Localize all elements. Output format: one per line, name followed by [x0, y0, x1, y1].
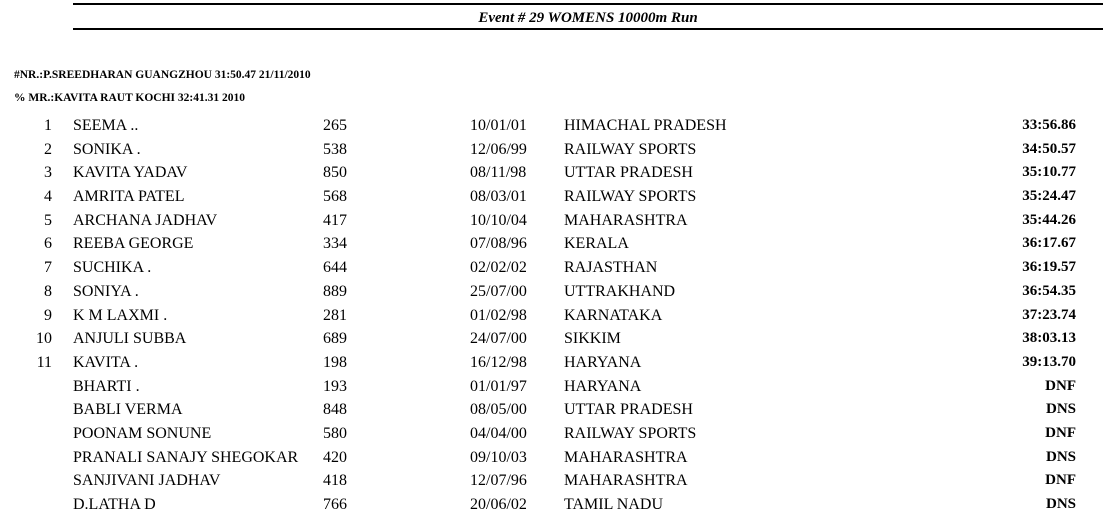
team-name: UTTAR PRADESH: [564, 164, 693, 182]
athlete-name: SONIYA .: [73, 282, 139, 300]
team-name: KARNATAKA: [564, 306, 663, 324]
result-time: 35:10.77: [1022, 164, 1076, 181]
date-of-birth: 10/01/01: [470, 117, 527, 134]
team-name: MAHARASHTRA: [564, 448, 688, 466]
team-name: MAHARASHTRA: [564, 472, 688, 490]
athlete-name: PRANALI SANAJY SHEGOKAR: [73, 448, 299, 466]
date-of-birth: 08/05/00: [470, 401, 527, 419]
result-row: [0, 233, 1103, 257]
title-rule-bottom: [73, 28, 1103, 30]
bib-number: 198: [323, 353, 347, 371]
team-name: HARYANA: [564, 377, 642, 395]
date-of-birth: 01/01/97: [470, 377, 527, 395]
bib-number: 689: [323, 330, 347, 348]
rank-cell: 2: [44, 140, 52, 158]
date-of-birth: 12/06/99: [470, 140, 527, 158]
rank-cell: 9: [44, 306, 52, 324]
team-name: RAILWAY SPORTS: [564, 188, 697, 206]
bib-number: 568: [323, 188, 347, 206]
results-table: [0, 115, 1103, 518]
bib-number: 538: [323, 140, 347, 158]
team-name: MAHARASHTRA: [564, 211, 688, 229]
bib-number: 193: [323, 377, 347, 395]
date-of-birth: 09/10/03: [470, 448, 527, 466]
rank-cell: 10: [36, 330, 52, 348]
bib-number: 644: [323, 259, 347, 277]
date-of-birth: 08/11/98: [470, 164, 527, 182]
result-row: [0, 186, 1103, 210]
bib-number: 334: [323, 235, 347, 253]
bib-number: 580: [323, 424, 347, 442]
athlete-name: D.LATHA D: [73, 496, 156, 513]
athlete-name: BABLI VERMA: [73, 401, 183, 419]
result-row: [0, 423, 1103, 447]
team-name: HIMACHAL PRADESH: [564, 117, 727, 134]
date-of-birth: 07/08/96: [470, 235, 527, 253]
result-row: [0, 257, 1103, 281]
bib-number: 418: [323, 472, 347, 490]
result-row: [0, 139, 1103, 163]
team-name: KERALA: [564, 235, 629, 253]
bib-number: 766: [323, 496, 347, 513]
athlete-name: K M LAXMI .: [73, 306, 168, 324]
result-time: 34:50.57: [1022, 140, 1076, 157]
bib-number: 848: [323, 401, 347, 419]
result-row: [0, 210, 1103, 234]
result-row: [0, 305, 1103, 329]
date-of-birth: 10/10/04: [470, 211, 527, 229]
result-row: [0, 281, 1103, 305]
result-row: [0, 352, 1103, 376]
result-row: [0, 494, 1103, 518]
result-time: DNF: [1045, 377, 1076, 394]
team-name: UTTRAKHAND: [564, 282, 676, 300]
athlete-name: POONAM SONUNE: [73, 424, 212, 442]
rank-cell: 5: [44, 211, 52, 229]
result-time: 35:44.26: [1022, 211, 1076, 228]
result-time: 36:54.35: [1022, 282, 1076, 299]
athlete-name: ANJULI SUBBA: [73, 330, 187, 348]
athlete-name: SONIKA .: [73, 140, 141, 158]
athlete-name: REEBA GEORGE: [73, 235, 194, 253]
athlete-name: SUCHIKA .: [73, 259, 152, 277]
bib-number: 850: [323, 164, 347, 182]
athlete-name: BHARTI .: [73, 377, 140, 395]
team-name: RAJASTHAN: [564, 259, 658, 277]
team-name: HARYANA: [564, 353, 642, 371]
result-time: DNS: [1045, 496, 1076, 512]
result-row: [0, 162, 1103, 186]
team-name: RAILWAY SPORTS: [564, 140, 697, 158]
result-time: 37:23.74: [1022, 306, 1076, 323]
team-name: TAMIL NADU: [564, 496, 663, 513]
athlete-name: ARCHANA JADHAV: [73, 211, 218, 229]
result-row: [0, 447, 1103, 471]
athlete-name: AMRITA PATEL: [73, 188, 185, 206]
meet-record: % MR.:KAVITA RAUT KOCHI 32:41.31 2010: [14, 92, 245, 104]
rank-cell: 3: [44, 164, 52, 182]
result-row: [0, 328, 1103, 352]
national-record: #NR.:P.SREEDHARAN GUANGZHOU 31:50.47 21/11/2010: [14, 69, 311, 81]
result-time: DNS: [1045, 401, 1076, 418]
result-time: 38:03.13: [1022, 330, 1076, 347]
date-of-birth: 08/03/01: [470, 188, 527, 206]
rank-cell: 1: [44, 117, 52, 134]
team-name: RAILWAY SPORTS: [564, 424, 697, 442]
event-title: Event # 29 WOMENS 10000m Run: [478, 10, 698, 26]
athlete-name: KAVITA .: [73, 353, 139, 371]
date-of-birth: 16/12/98: [470, 353, 527, 371]
team-name: SIKKIM: [564, 330, 621, 348]
result-time: DNF: [1045, 472, 1076, 489]
date-of-birth: 01/02/98: [470, 306, 527, 324]
athlete-name: SANJIVANI JADHAV: [73, 472, 221, 490]
rank-cell: 8: [44, 282, 52, 300]
result-time: DNS: [1045, 448, 1076, 465]
result-time: 35:24.47: [1022, 188, 1076, 205]
date-of-birth: 24/07/00: [470, 330, 527, 348]
rank-cell: 11: [36, 353, 52, 371]
result-time: 36:17.67: [1022, 235, 1076, 252]
result-time: DNF: [1045, 424, 1076, 441]
bib-number: 281: [323, 306, 347, 324]
result-row: [0, 376, 1103, 400]
title-rule-top: [73, 3, 1103, 5]
date-of-birth: 25/07/00: [470, 282, 527, 300]
team-name: UTTAR PRADESH: [564, 401, 693, 419]
athlete-name: KAVITA YADAV: [73, 164, 188, 182]
bib-number: 417: [323, 211, 347, 229]
result-time: 33:56.86: [1022, 117, 1076, 133]
date-of-birth: 12/07/96: [470, 472, 527, 490]
bib-number: 889: [323, 282, 347, 300]
result-time: 36:19.57: [1022, 259, 1076, 276]
result-row: [0, 399, 1103, 423]
date-of-birth: 20/06/02: [470, 496, 527, 513]
bib-number: 420: [323, 448, 347, 466]
rank-cell: 4: [44, 188, 52, 206]
date-of-birth: 04/04/00: [470, 424, 527, 442]
result-time: 39:13.70: [1022, 353, 1076, 370]
rank-cell: 6: [44, 235, 52, 253]
bib-number: 265: [323, 117, 347, 134]
result-row: [0, 115, 1103, 139]
athlete-name: SEEMA ..: [73, 117, 139, 134]
date-of-birth: 02/02/02: [470, 259, 527, 277]
result-row: [0, 470, 1103, 494]
rank-cell: 7: [44, 259, 52, 277]
